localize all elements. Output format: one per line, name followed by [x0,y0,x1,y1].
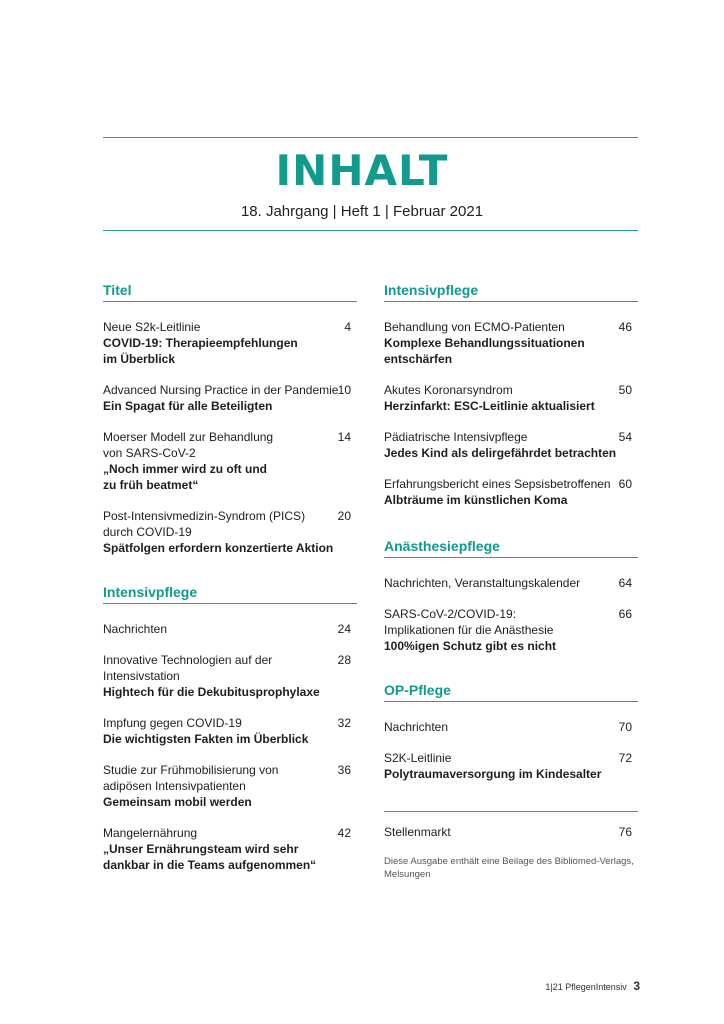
issue-subtitle: 18. Jahrgang | Heft 1 | Februar 2021 [240,203,484,220]
section-heading: Titel [103,282,132,298]
entry-headline: entschärfen [384,352,453,366]
entry-headline: Ein Spagat für alle Beteiligten [103,399,273,413]
entry-headline: Albträume im künstlichen Koma [384,493,568,507]
toc-entry[interactable] [103,382,357,414]
entry-headline: zu früh beatmet“ [103,478,199,492]
toc-entry[interactable] [103,762,357,810]
entry-topic: Nachrichten, Veranstaltungskalender [384,576,581,590]
page-number: 28 [337,653,351,667]
entry-headline: dankbar in die Teams aufgenommen“ [103,858,317,872]
entry-topic: durch COVID-19 [103,525,192,539]
entry-topic: Innovative Technologien auf der [103,653,273,667]
entry-topic: Moerser Modell zur Behandlung [103,430,274,444]
section-rule [384,701,638,702]
left-column [103,282,357,872]
section-rule [384,557,638,558]
page-number: 60 [618,477,632,491]
page-number: 36 [337,763,351,777]
section-heading: Intensivpflege [103,584,198,600]
entry-topic: Nachrichten [103,622,168,636]
entry-headline: Komplexe Behandlungssituationen [384,336,585,350]
entry-headline: „Unser Ernährungsteam wird sehr [103,842,299,856]
entry-headline: Die wichtigsten Fakten im Überblick [103,732,309,746]
page-number: 70 [618,720,632,734]
entry-headline: 100%igen Schutz gibt es nicht [384,639,557,653]
entry-headline: Spätfolgen erfordern konzertierte Aktion [103,541,334,555]
section-op-pflege [384,682,638,782]
entry-topic: Stellenmarkt [384,825,451,839]
section-titel [103,282,357,556]
page-number: 46 [618,320,632,334]
entry-topic: Erfahrungsbericht eines Sepsisbetroffenen [384,477,611,491]
entry-topic: Behandlung von ECMO-Patienten [384,320,565,334]
entry-list [384,575,638,654]
footer-issue: 1|21 [545,982,563,992]
toc-entry-stellenmarkt[interactable] [384,824,638,840]
section-intensivpflege-right [384,282,638,508]
entry-topic: Nachrichten [384,720,449,734]
page-number: 72 [618,751,632,765]
page-title: INHALT [275,146,449,195]
header-top-rule [103,137,638,138]
page-footer [545,979,640,993]
entry-topic: Advanced Nursing Practice in der Pandemie [103,383,339,397]
entry-list [384,319,638,508]
footer-page-number: 3 [633,979,640,993]
entry-topic: von SARS-CoV-2 [103,446,196,460]
toc-entry[interactable] [103,508,357,556]
section-rule [103,301,357,302]
toc-entry[interactable] [103,429,357,493]
entry-topic: Post-Intensivmedizin-Syndrom (PICS) [103,509,306,523]
entry-topic: Pädiatrische Intensivpflege [384,430,528,444]
toc-entry[interactable] [384,606,638,654]
toc-entry[interactable] [384,575,638,591]
section-heading: Anästhesiepflege [384,538,500,554]
entry-topic: Implikationen für die Anästhesie [384,623,554,637]
entry-topic: Neue S2k-Leitlinie [103,320,201,334]
section-anaesthesiepflege [384,538,638,654]
entry-headline: im Überblick [103,352,176,366]
header-bottom-rule [103,230,638,231]
page-number: 10 [337,383,351,397]
entry-list [103,621,357,873]
toc-entry[interactable] [103,319,357,367]
entry-headline: Hightech für die Dekubitusprophylaxe [103,685,320,699]
entry-topic: adipösen Intensivpatienten [103,779,246,793]
entry-headline: Herzinfarkt: ESC-Leitlinie aktualisiert [384,399,595,413]
section-heading: Intensivpflege [384,282,479,298]
toc-entry[interactable] [384,429,638,461]
entry-headline: COVID-19: Therapieempfehlungen [103,336,298,350]
page-number: 54 [618,430,632,444]
section-heading: OP-Pflege [384,682,451,698]
stellenmarkt-block [384,809,638,881]
entry-topic: S2K-Leitlinie [384,751,452,765]
entry-headline: Polytraumaversorgung im Kindesalter [384,767,602,781]
entry-topic: Mangelernährung [103,826,198,840]
section-rule [384,811,638,812]
supplement-note [384,855,638,881]
page-number: 24 [337,622,351,636]
entry-topic: Studie zur Frühmobilisierung von [103,763,279,777]
toc-entry[interactable] [384,719,638,735]
page-number: 42 [337,826,351,840]
note-line: Diese Ausgabe enthält eine Beilage des Bibliomed-Verlags, [384,856,634,867]
toc-entry[interactable] [384,750,638,782]
page-number: 64 [618,576,632,590]
entry-headline: Gemeinsam mobil werden [103,795,252,809]
section-intensivpflege [103,584,357,873]
footer-magazine: PflegenIntensiv [565,982,627,992]
entry-headline: Jedes Kind als delirgefährdet betrachten [384,446,617,460]
toc-entry[interactable] [103,652,357,700]
section-rule [384,301,638,302]
toc-entry[interactable] [384,382,638,414]
entry-list [384,719,638,782]
toc-entry[interactable] [103,715,357,747]
toc-entry[interactable] [384,476,638,508]
page-number: 50 [618,383,632,397]
page-number: 14 [337,430,351,444]
toc-entry[interactable] [103,825,357,873]
section-rule [103,603,357,604]
toc-entry[interactable] [103,621,357,637]
note-line: Melsungen [384,869,431,880]
page-number: 20 [337,509,351,523]
entry-topic: Akutes Koronarsyndrom [384,383,513,397]
toc-entry[interactable] [384,319,638,367]
page-number: 76 [618,825,632,839]
page-number: 32 [337,716,351,730]
page-number: 4 [344,320,351,334]
entry-topic: Impfung gegen COVID-19 [103,716,242,730]
entry-topic: SARS-CoV-2/COVID-19: [384,607,517,621]
page-number: 66 [618,607,632,621]
right-column [384,282,638,892]
entry-list [103,319,357,556]
entry-headline: „Noch immer wird zu oft und [103,462,267,476]
entry-topic: Intensivstation [103,669,180,683]
